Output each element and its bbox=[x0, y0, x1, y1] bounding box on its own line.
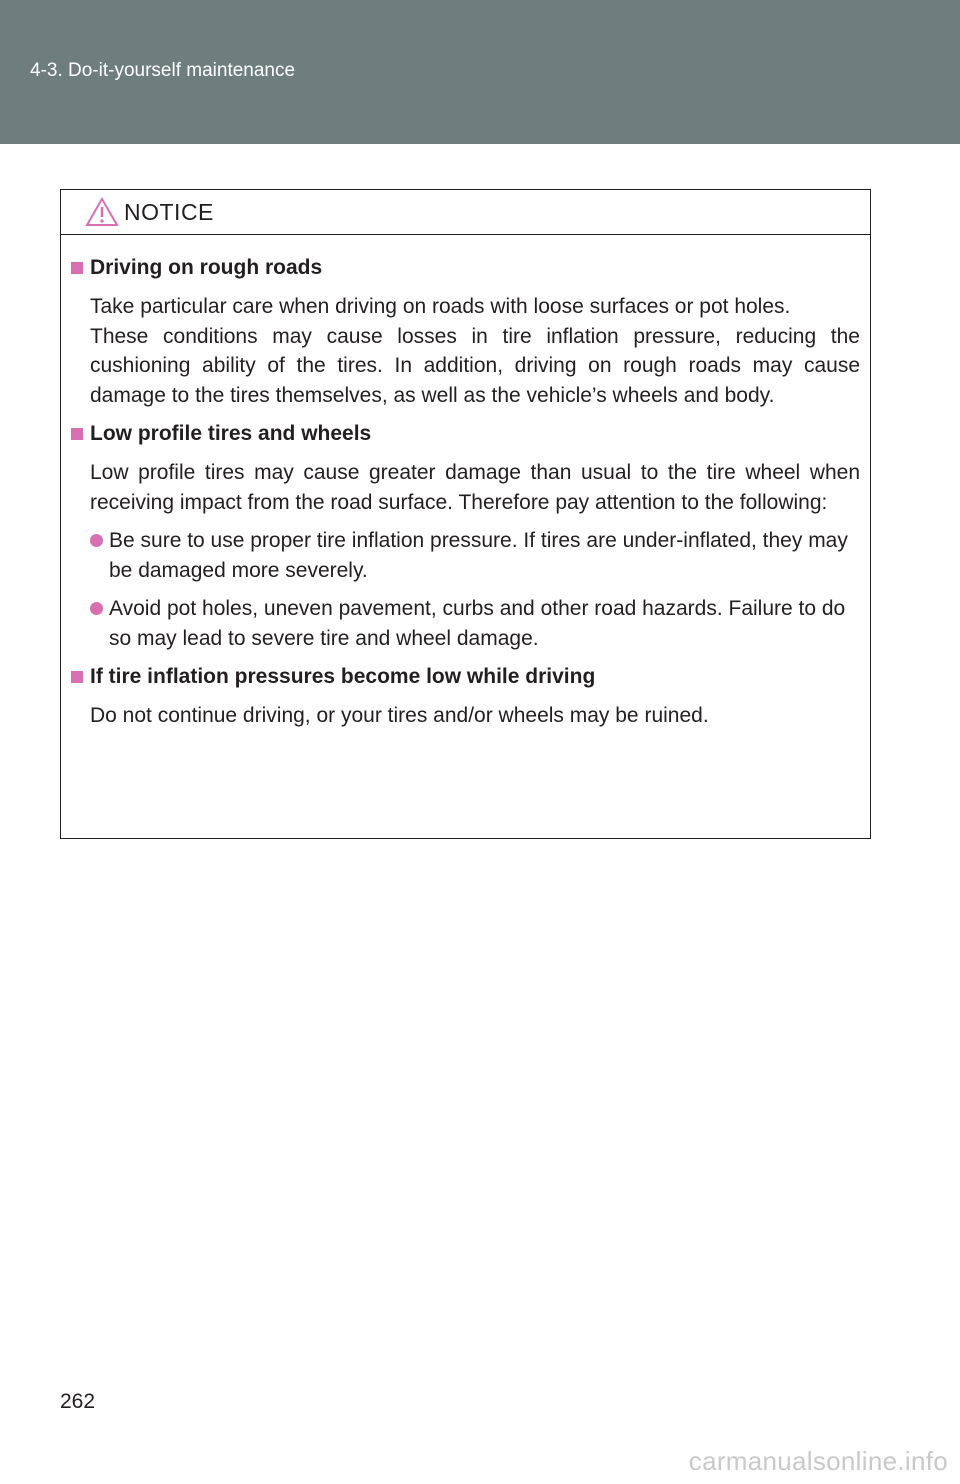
square-bullet-icon bbox=[71, 262, 83, 274]
notice-header bbox=[61, 190, 870, 235]
paragraph: Low profile tires may cause greater damage than usual to the tire wheel when receiving impact from the road surface. Therefore pay attention to the following: bbox=[90, 461, 860, 514]
paragraph: These conditions may cause losses in tire inflation pressure, reducing the cushioning ability of the tires. In addition, driving on rough roads may cause damage to the tires themselves, as well as the vehicle’s wheels and body. bbox=[90, 324, 860, 407]
list-item-text: Avoid pot holes, uneven pavement, curbs and other road hazards. Failure to do so may lead to severe tire and wheel damage. bbox=[109, 597, 846, 650]
section-title: 4-3. Do-it-yourself maintenance bbox=[30, 60, 296, 81]
notice-section bbox=[71, 662, 860, 731]
notice-body bbox=[61, 235, 870, 731]
section-heading bbox=[71, 253, 860, 283]
list-item bbox=[90, 526, 860, 585]
page-number: 262 bbox=[60, 1390, 96, 1413]
section-heading-text: If tire inflation pressures become low while driving bbox=[90, 665, 596, 688]
notice-box bbox=[60, 189, 871, 839]
warning-triangle-icon bbox=[85, 197, 119, 227]
notice-label: NOTICE bbox=[124, 199, 214, 225]
paragraph: Do not continue driving, or your tires and/or wheels may be ruined. bbox=[90, 704, 709, 727]
section-heading bbox=[71, 419, 860, 449]
notice-section bbox=[71, 253, 860, 410]
square-bullet-icon bbox=[71, 428, 83, 440]
circle-bullet-icon bbox=[90, 534, 103, 547]
circle-bullet-icon bbox=[90, 602, 103, 615]
page-header bbox=[0, 0, 960, 144]
watermark: carmanualsonline.info bbox=[688, 1446, 948, 1476]
section-heading-text: Low profile tires and wheels bbox=[90, 422, 372, 445]
list-item bbox=[90, 594, 860, 653]
section-heading bbox=[71, 662, 860, 692]
notice-section bbox=[71, 419, 860, 653]
list-item-text: Be sure to use proper tire inflation pressure. If tires are under-inflated, they may be damaged more severely. bbox=[109, 529, 848, 582]
square-bullet-icon bbox=[71, 671, 83, 683]
section-heading-text: Driving on rough roads bbox=[90, 256, 323, 279]
paragraph: Take particular care when driving on roads with loose surfaces or pot holes. bbox=[90, 295, 791, 318]
